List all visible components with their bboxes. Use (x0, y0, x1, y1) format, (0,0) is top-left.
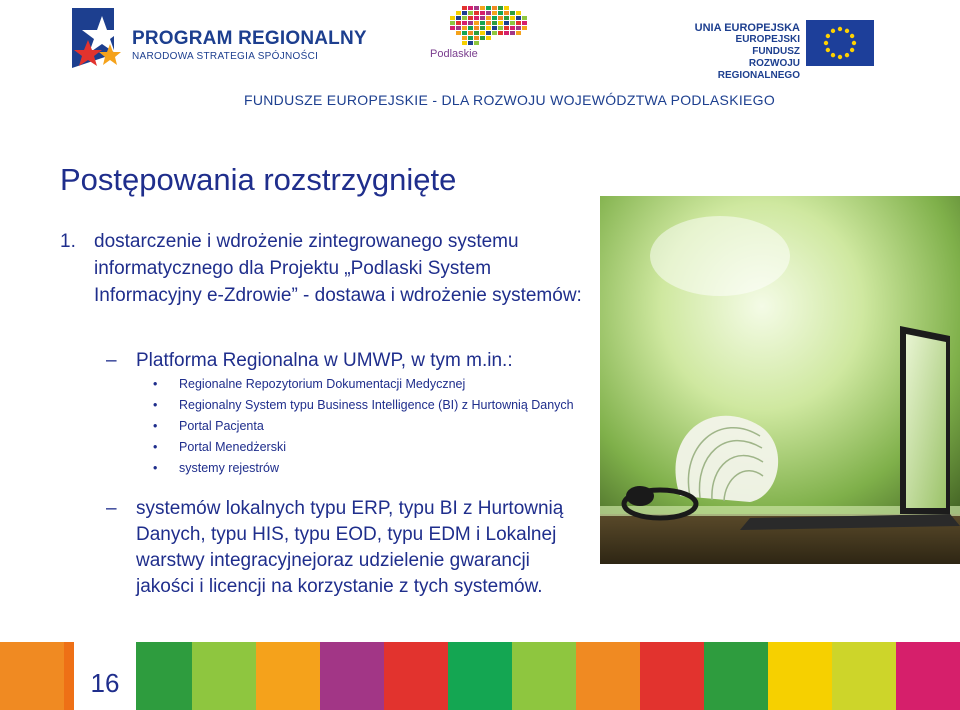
mosaic-tile (486, 26, 491, 30)
mosaic-tile (498, 6, 503, 10)
eu-star-icon (845, 53, 849, 57)
mosaic-tile (522, 16, 527, 20)
mosaic-tile (462, 26, 467, 30)
bullet-text: Regionalne Repozytorium Dokumentacji Medycznej (179, 377, 466, 391)
mosaic-tile (456, 11, 461, 15)
mosaic-tile (474, 41, 479, 45)
footer-stripe (384, 642, 449, 710)
footer-stripe (256, 642, 321, 710)
dash-marker: – (106, 350, 117, 371)
footer-stripe (320, 642, 385, 710)
mosaic-tile (462, 41, 467, 45)
program-subtitle: NARODOWA STRATEGIA SPÓJNOŚCI (132, 51, 319, 62)
mosaic-tile (474, 31, 479, 35)
footer-stripe (128, 642, 193, 710)
mosaic-tile (468, 26, 473, 30)
footer-stripe (448, 642, 513, 710)
eu-line3: ROZWOJU REGIONALNEGO (717, 58, 800, 81)
mosaic-tile (498, 31, 503, 35)
eu-line2: EUROPEJSKI FUNDUSZ (735, 34, 800, 57)
mosaic-tile (516, 11, 521, 15)
sub-item-text: systemów lokalnych typu ERP, typu BI z Hurtownią Danych, typu HIS, typu EOD, typu EDM i Lokalnej warstwy integracyjnejoraz udzielenie gwarancji jakości i licencji na korzystanie z tych systemów. (136, 498, 564, 597)
mosaic-tile (486, 36, 491, 40)
mosaic-tile (510, 16, 515, 20)
mosaic-tile (510, 26, 515, 30)
bullet-marker: • (153, 461, 158, 475)
bullet-text: Portal Pacjenta (179, 419, 264, 433)
bullet-text: Portal Menedżerski (179, 440, 286, 454)
footer-stripe (576, 642, 641, 710)
mosaic-tile (510, 31, 515, 35)
program-title: PROGRAM REGIONALNY (132, 28, 367, 49)
footer-color-stripes (0, 642, 960, 710)
item-text: dostarczenie i wdrożenie zintegrowanego systemu informatycznego dla Projektu „Podlaski System Informacyjny e-Zdrowie” - dostawa i wdrożenie systemów: (94, 231, 582, 306)
program-star-icon (70, 6, 132, 76)
mosaic-tile (462, 31, 467, 35)
eu-star-icon (826, 48, 830, 52)
eu-star-icon (831, 53, 835, 57)
mosaic-tile (480, 26, 485, 30)
mosaic-tile (480, 21, 485, 25)
footer-stripe (192, 642, 257, 710)
mosaic-tile (474, 6, 479, 10)
eu-flag-icon (806, 20, 874, 66)
mosaic-tile (516, 21, 521, 25)
footer-stripe (832, 642, 897, 710)
mosaic-tile (498, 21, 503, 25)
eu-logo (686, 20, 876, 81)
mosaic-tile (504, 6, 509, 10)
mosaic-tile (474, 11, 479, 15)
bullet-item (153, 439, 587, 455)
mosaic-tile (480, 36, 485, 40)
mosaic-tile (462, 6, 467, 10)
mosaic-tile (492, 11, 497, 15)
mosaic-tile (504, 21, 509, 25)
mosaic-tile (480, 6, 485, 10)
bullet-marker: • (153, 398, 158, 412)
region-name: Podlaskie (430, 48, 478, 60)
mosaic-tile (468, 36, 473, 40)
podlaskie-bison-icon (450, 6, 550, 50)
mosaic-tile (504, 16, 509, 20)
bullet-text: Regionalny System typu Business Intelligence (BI) z Hurtownią Danych (179, 398, 574, 412)
eu-star-icon (850, 48, 854, 52)
mosaic-tile (480, 31, 485, 35)
program-regionalny-logo (70, 6, 370, 76)
mosaic-tile (486, 31, 491, 35)
footer-stripe (0, 642, 65, 710)
eu-star-icon (838, 55, 842, 59)
mosaic-tile (462, 16, 467, 20)
footer-stripe (512, 642, 577, 710)
mosaic-tile (480, 11, 485, 15)
mosaic-tile (456, 16, 461, 20)
mosaic-tile (462, 11, 467, 15)
mosaic-tile (462, 21, 467, 25)
mosaic-tile (498, 11, 503, 15)
bullet-marker: • (153, 419, 158, 433)
mosaic-tile (468, 21, 473, 25)
podlaskie-logo (428, 6, 528, 66)
sub-item-text: Platforma Regionalna w UMWP, w tym m.in.: (136, 350, 513, 371)
bullet-item (153, 460, 587, 476)
footer-stripe (704, 642, 769, 710)
mosaic-tile (516, 31, 521, 35)
mosaic-tile (510, 21, 515, 25)
bullet-item (153, 376, 587, 392)
mosaic-tile (492, 26, 497, 30)
mosaic-tile (498, 26, 503, 30)
mosaic-tile (498, 16, 503, 20)
mosaic-tile (468, 6, 473, 10)
mosaic-tile (486, 6, 491, 10)
eu-star-icon (824, 41, 828, 45)
mosaic-tile (486, 16, 491, 20)
bullet-list (153, 376, 587, 481)
footer-stripe (896, 642, 960, 710)
mosaic-tile (492, 16, 497, 20)
mosaic-tile (468, 16, 473, 20)
mosaic-tile (486, 21, 491, 25)
mosaic-tile (510, 11, 515, 15)
eu-star-icon (838, 27, 842, 31)
mosaic-tile (522, 21, 527, 25)
mosaic-tile (486, 11, 491, 15)
eu-star-icon (850, 34, 854, 38)
mosaic-tile (468, 31, 473, 35)
mosaic-tile (456, 31, 461, 35)
eu-line1: UNIA EUROPEJSKA (694, 22, 800, 34)
mosaic-tile (504, 31, 509, 35)
slide-title: Postępowania rozstrzygnięte (60, 162, 457, 197)
eu-star-icon (831, 29, 835, 33)
eu-star-icon (845, 29, 849, 33)
mosaic-tile (450, 21, 455, 25)
mosaic-tile (516, 16, 521, 20)
mosaic-tile (492, 21, 497, 25)
footer-stripe (640, 642, 705, 710)
footer-stripe (768, 642, 833, 710)
bullet-text: systemy rejestrów (179, 461, 280, 475)
dash-marker: – (106, 498, 117, 519)
bullet-marker: • (153, 377, 158, 391)
mosaic-tile (462, 36, 467, 40)
mosaic-tile (522, 26, 527, 30)
eu-star-icon (826, 34, 830, 38)
mosaic-tile (504, 26, 509, 30)
mosaic-tile (468, 41, 473, 45)
bullet-item (153, 397, 587, 413)
mosaic-tile (480, 16, 485, 20)
tagline: FUNDUSZE EUROPEJSKIE - DLA ROZWOJU WOJEWÓDZTWA PODLASKIEGO (244, 92, 776, 108)
mosaic-tile (450, 26, 455, 30)
bullet-marker: • (153, 440, 158, 454)
mosaic-tile (468, 11, 473, 15)
item-number: 1. (60, 231, 76, 252)
mosaic-tile (474, 16, 479, 20)
mosaic-tile (456, 21, 461, 25)
eu-star-icon (852, 41, 856, 45)
mosaic-tile (474, 36, 479, 40)
mosaic-tile (504, 11, 509, 15)
mosaic-tile (474, 21, 479, 25)
mosaic-tile (450, 16, 455, 20)
laptop-book-photo (600, 196, 960, 564)
bullet-item (153, 418, 587, 434)
mosaic-tile (492, 31, 497, 35)
mosaic-tile (492, 6, 497, 10)
mosaic-tile (516, 26, 521, 30)
mosaic-tile (456, 26, 461, 30)
page-number: 16 (90, 668, 120, 698)
mosaic-tile (474, 26, 479, 30)
